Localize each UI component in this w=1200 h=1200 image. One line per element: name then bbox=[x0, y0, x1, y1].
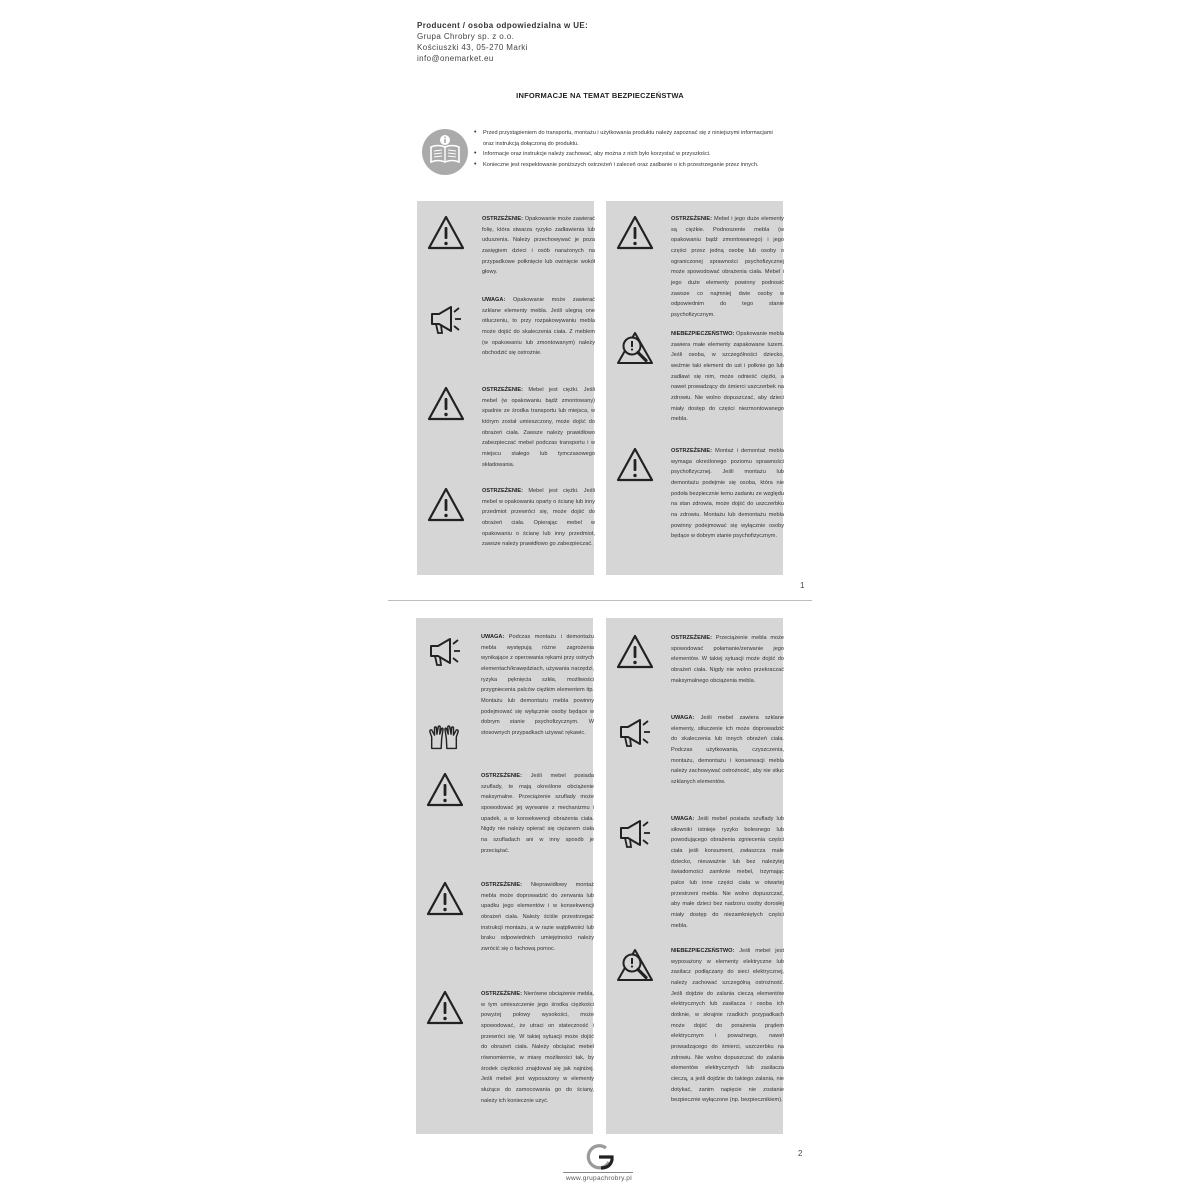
entry-text: Jeśli mebel jest wyposażony w elementy elektryczne lub zasilacz podłączany do sieci elektrycznej, należy zachować szczególną ostrożność. Jeśli dojdzie do zalania cieczą elementów elektrycznych lub zasilacza i osoba ich dotknie, w skrajnie rzadkich przypadkach może dojść do porażenia prądem elektrycznym i poważnego, nawet prowadzącego do śmierci, uszczerbku na zdrowiu. Nie wolno dopuszczać do zalania elementów elektrycznych lub zasilacza cieczą, a jeśli dojdzie do takiego zalania, nie dotykać, zanim napięcie nie zostanie bezpiecznie wyłączone (np. bezpiecznikiem). bbox=[671, 948, 784, 1104]
entry-label: UWAGA: bbox=[671, 816, 695, 822]
gloves-icon bbox=[426, 720, 462, 756]
magnifier-warning-icon bbox=[616, 946, 654, 984]
entry-text: Opakowanie mebla zawiera małe elementy zapakowane luzem. Jeśli osoba, w szczególności dziecko, weźmie taki element do ust i połknie go lub zadławi się nim, może odnieść ciężki, a nawet prowadzący do śmierci uszczerbek na zdrowiu. Nie wolno dopuszczać, aby dzieci miały dostęp do części niezmontowanego mebla. bbox=[671, 331, 784, 423]
producer-line: Kościuszki 43, 05-270 Marki bbox=[417, 43, 528, 52]
entry-label: UWAGA: bbox=[481, 634, 505, 640]
entry-label: OSTRZEŻENIE: bbox=[481, 773, 523, 779]
page-divider bbox=[388, 600, 812, 601]
producer-line: info@onemarket.eu bbox=[417, 54, 494, 63]
entry-label: OSTRZEŻENIE: bbox=[482, 387, 524, 393]
entry-label: OSTRZEŻENIE: bbox=[482, 488, 524, 494]
warning-panel bbox=[416, 618, 593, 1134]
entry-text: Jeśli mebel zawiera szklane elementy, stłuczenie ich może doprowadzić do skaleczenia lub innych obrażeń ciała. Podczas użytkowania, czyszczenia, montażu, demontażu i konserwacji mebla należy zachowywać ostrożność, aby nie stłuc szklanych elementów. bbox=[671, 715, 784, 785]
megaphone-icon bbox=[426, 632, 464, 670]
warning-triangle-icon bbox=[426, 880, 464, 918]
warning-triangle-icon bbox=[616, 214, 654, 252]
megaphone-icon bbox=[427, 300, 465, 338]
warning-triangle-icon bbox=[426, 989, 464, 1027]
entry-text: Nierówne obciążenie mebla, w tym umieszczenie jego środka ciężkości powyżej połowy wysokości, może spowodować, że utraci on stateczność i przewróci się. W takiej sytuacji może dojść do obrażeń ciała. Należy obciążać mebel równomiernie, w miarę możliwości tak, by środek ciężkości znajdował się jak najniżej. Jeśli mebel jest wyposażony w elementy służące do zamocowania go do ściany, należy ich koniecznie użyć. bbox=[481, 991, 594, 1104]
entry-label: OSTRZEŻENIE: bbox=[481, 882, 523, 888]
entry-text: Opakowanie może zawierać folię, która stwarza ryzyko zadławienia lub uduszenia. Należy przechowywać je poza zasięgiem dzieci i osób narażonych na przypadkowe połknięcie lub owinięcie wokół głowy. bbox=[482, 216, 595, 276]
warning-panel bbox=[606, 618, 783, 1134]
warning-panel bbox=[606, 201, 783, 575]
entry-label: OSTRZEŻENIE: bbox=[671, 216, 713, 222]
entry-text: Jeśli mebel posiada szuflady, te mają określone obciążenie maksymalne. Przeciążenie szuflady może spowodować jej wyrwanie z mechanizmu i upadek, a w konsekwencji obrażenia ciała. Nigdy nie należy opierać się ciężarem ciała na szufladach ani w inny sposób je przeciążać. bbox=[481, 773, 594, 854]
producer-line: Grupa Chrobry sp. z o.o. bbox=[417, 32, 515, 41]
warning-triangle-icon bbox=[616, 446, 654, 484]
entry-text: Przeciążenie mebla może spowodować połamanie/zerwanie jego elementów. W takiej sytuacji może dojść do obrażeń ciała. Nigdy nie wolno przekraczać maksymalnego obciążenia mebla. bbox=[671, 635, 785, 684]
entry-label: UWAGA: bbox=[482, 297, 506, 303]
intro-item: • Informacje oraz instrukcje należy zachować, aby można z nich było korzystać w przyszłości. bbox=[474, 149, 784, 160]
info-book-icon bbox=[422, 129, 468, 175]
warning-triangle-icon bbox=[616, 633, 654, 671]
entry-label: OSTRZEŻENIE: bbox=[671, 448, 713, 454]
entry-text: Jeśli mebel posiada szuflady lub siłowniki istnieje ryzyko bolesnego lub powodującego obrażenia zgniecenia części ciała jeśli konsument, zwłaszcza małe dziecko, nieuważnie lub bez należytej świadomości zamknie mebel, trzymając palce lub inne części ciała w otwartej przestrzeni mebla. Nie wolno dopuszczać, aby małe dzieci bez nadzoru osoby dorosłej miały dostęp do niezamkniętych części mebla. bbox=[671, 816, 784, 929]
entry-text: Montaż i demontaż mebla wymaga określonego poziomu sprawności psychofizycznej. Jeśli montażu lub demontażu podejmie się osoba, która nie podoła bezpiecznie temu zadaniu ze względu na stan zdrowia, może dojść do uszczerbku na zdrowiu. Montażu lub demontażu mebla powinny podejmować się wyłącznie osoby będące w dobrym stanie psychofizycznym. bbox=[671, 448, 784, 540]
entry-text: Opakowanie może zawierać szklane elementy mebla. Jeśli ulegną one otłuczeniu, to przy rozpakowywaniu mebla może dojść do skaleczenia ciała. Z meblem (w opakowaniu lub zmontowanym) należy obchodzić się ostrożnie. bbox=[482, 297, 595, 357]
entry-text: Mebel jest ciężki. Jeśli mebel (w opakowaniu bądź zmontowany) spadnie ze środka transportu lub miejsca, w którym został umieszczony, może dojść do obrażeń ciała. Zawsze należy prawidłowo zabezpieczać mebel podczas transportu i w miejscu stałego lub tymczasowego składowania. bbox=[482, 387, 595, 468]
warning-triangle-icon bbox=[426, 771, 464, 809]
entry-label: OSTRZEŻENIE: bbox=[481, 991, 523, 997]
magnifier-warning-icon bbox=[616, 329, 654, 367]
entry-label: UWAGA: bbox=[671, 715, 695, 721]
entry-label: OSTRZEŻENIE: bbox=[482, 216, 524, 222]
page-number: 1 bbox=[800, 581, 805, 590]
logo-underline bbox=[563, 1172, 633, 1173]
megaphone-icon bbox=[616, 713, 654, 751]
warning-panel bbox=[417, 201, 594, 575]
entry-text: Podczas montażu i demontażu mebla występują różne zagrożenia wynikające z operowania rękami przy ostrych elementach/krawędziach, używania narzędzi, ryzyka pęknięcia szkła, możliwości przygniecenia palców ciężkim elementem itp. Montażu lub demontażu mebla powinny podejmować się wyłącznie osoby będące w dobrym stanie psychofizycznym. W stosownych przypadkach używać rękawic. bbox=[481, 634, 594, 736]
intro-item: • Przed przystąpieniem do transportu, montażu i użytkowania produktu należy zapoznać się z niniejszymi informacjami oraz instrukcją dołączoną do produktu. bbox=[474, 128, 784, 149]
page-number: 2 bbox=[798, 1149, 803, 1158]
page-title: INFORMACJE NA TEMAT BEZPIECZEŃSTWA bbox=[516, 91, 684, 100]
company-url: www.grupachrobry.pl bbox=[566, 1175, 632, 1182]
entry-text: Nieprawidłowy montaż mebla może doprowadzić do zerwania lub upadku jego elementów i w konsekwencji obrażeń ciała. Należy ściśle przestrzegać instrukcji montażu, a w razie wątpliwości lub braku odpowiednich umiejętności należy zwrócić się o fachową pomoc. bbox=[481, 882, 594, 952]
grupa-chrobry-logo-icon bbox=[585, 1141, 615, 1171]
entry-label: NIEBEZPIECZEŃSTWO: bbox=[671, 948, 735, 954]
producer-title: Producent / osoba odpowiedzialna w UE: bbox=[417, 21, 589, 30]
producer-block bbox=[417, 20, 588, 64]
entry-text: Mebel jest ciężki. Jeśli mebel w opakowaniu oparty o ścianę lub inny przedmiot przewróci się, może dojść do obrażeń ciała. Opierając mebel w opakowaniu o ścianę lub inny przedmiot, zawsze należy prawidłowo go zabezpieczać. bbox=[482, 488, 595, 548]
warning-triangle-icon bbox=[427, 385, 465, 423]
entry-text: Mebel i jego duże elementy są ciężkie. Podnoszenie mebla (w opakowaniu bądź zmontowanego) i jego części przez jedną osobę lub osoby o ograniczonej sprawności psychofizycznej może spowodować obrażenia ciała. Mebel i jego duże elementy powinny podnosić zawsze co najmniej dwie osoby w odpowiednim do tego stanie psychofizycznym. bbox=[671, 216, 784, 318]
intro-list bbox=[474, 128, 784, 171]
intro-item: • Konieczne jest respektowanie poniższych ostrzeżeń i zaleceń oraz zadbanie o ich przestrzeganie przez innych. bbox=[474, 160, 784, 171]
entry-label: OSTRZEŻENIE: bbox=[671, 635, 713, 641]
warning-triangle-icon bbox=[427, 214, 465, 252]
warning-triangle-icon bbox=[427, 486, 465, 524]
entry-label: NIEBEZPIECZEŃSTWO: bbox=[671, 331, 735, 337]
megaphone-icon bbox=[616, 814, 654, 852]
